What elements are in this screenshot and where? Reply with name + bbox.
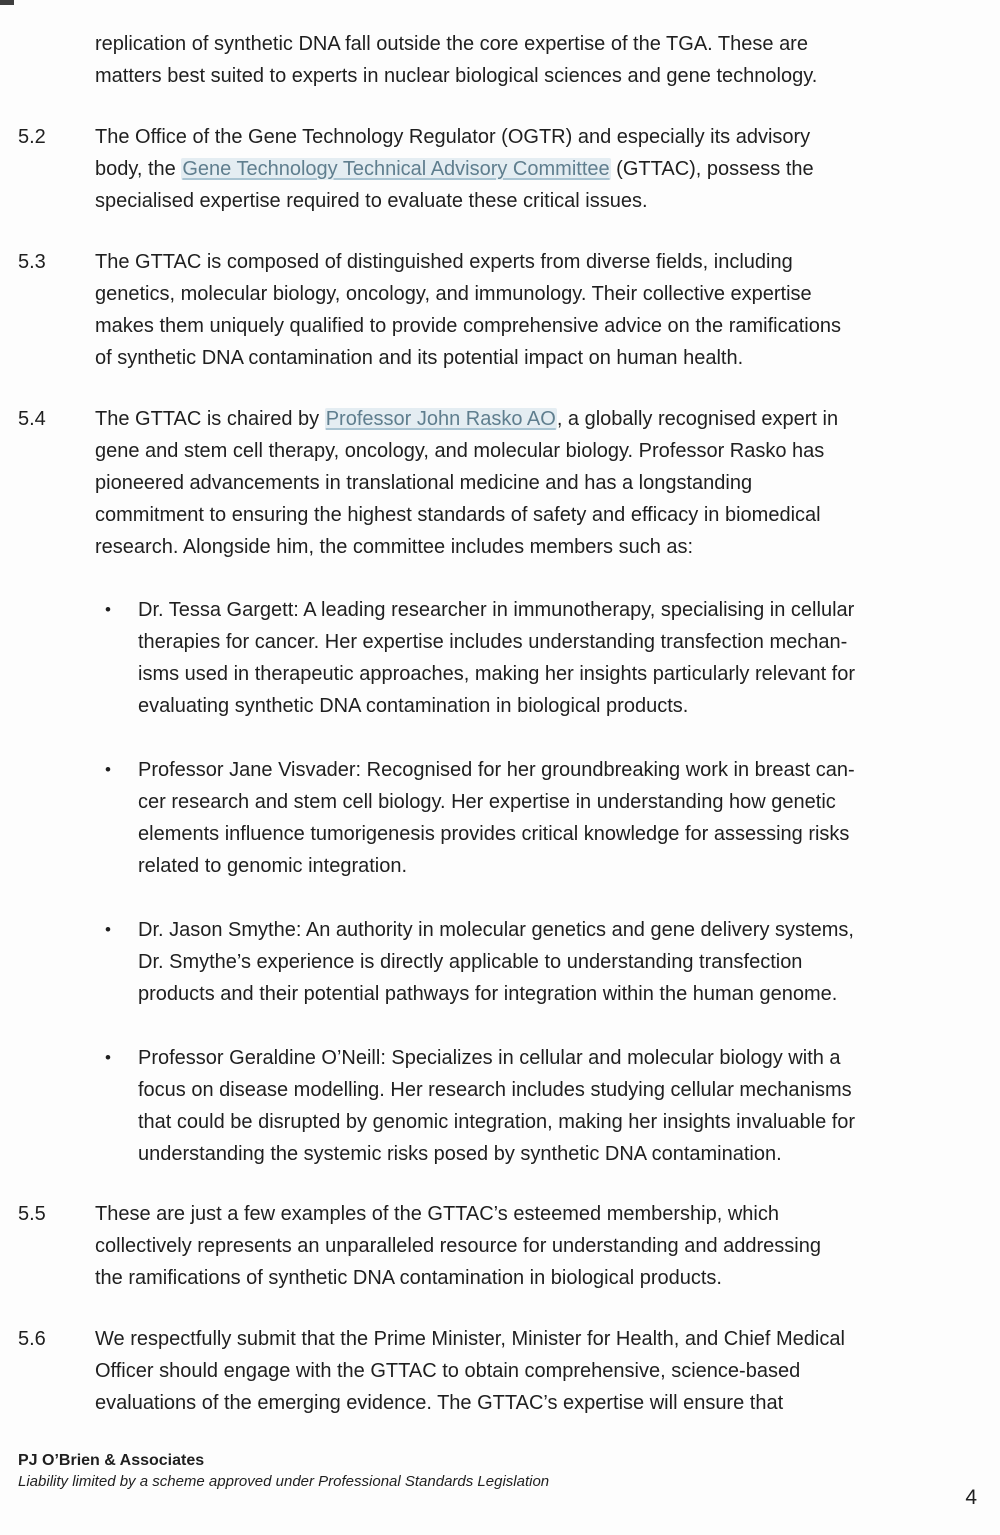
text-line: evaluations of the emerging evidence. The GTTAC’s expertise will ensure that: [95, 1392, 784, 1414]
text-line: products and their potential pathways for integration within the human genome.: [138, 983, 838, 1005]
page-number: 4: [965, 1486, 977, 1509]
text-line: pioneered advancements in translational medicine and has a longstanding: [95, 472, 753, 494]
list-item-geraldine-oneill: [105, 1042, 980, 1170]
text-line: related to genomic integration.: [138, 855, 408, 877]
list-item-jason-smythe: [105, 914, 980, 1010]
scan-artifact: [0, 0, 14, 5]
paragraph-number: 5.2: [18, 126, 46, 148]
text-line: of synthetic DNA contamination and its potential impact on human health.: [95, 347, 744, 369]
text-line: Professor Jane Visvader: Recognised for her groundbreaking work in breast can-: [138, 759, 855, 781]
paragraph-number: 5.4: [18, 408, 46, 430]
text-line: [95, 403, 980, 435]
paragraph-text: [95, 121, 980, 217]
text-segment: , a globally recognised expert in: [556, 408, 839, 430]
list-item-text: [138, 754, 980, 882]
paragraph-5-5: [18, 1198, 980, 1294]
link-professor-john-rasko[interactable]: Professor John Rasko AO: [325, 408, 556, 430]
footer-firm-name: PJ O’Brien & Associates: [18, 1452, 205, 1469]
text-line: matters best suited to experts in nuclear biological sciences and gene technology.: [95, 65, 818, 87]
text-line: that could be disrupted by genomic integration, making her insights invaluable for: [138, 1111, 856, 1133]
footer: [18, 1450, 549, 1492]
text-line: These are just a few examples of the GTTAC’s esteemed membership, which: [95, 1203, 779, 1225]
text-line: We respectfully submit that the Prime Minister, Minister for Health, and Chief Medical: [95, 1328, 845, 1350]
text-line: specialised expertise required to evaluate these critical issues.: [95, 190, 648, 212]
text-line: the ramifications of synthetic DNA contamination in biological products.: [95, 1267, 722, 1289]
paragraph-text: [95, 246, 980, 374]
text-line: Dr. Smythe’s experience is directly applicable to understanding transfection: [138, 951, 803, 973]
text-segment: body, the: [95, 158, 182, 180]
text-segment: (GTTAC), possess the: [610, 158, 814, 180]
paragraph-5-6: [18, 1323, 980, 1419]
text-line: Dr. Tessa Gargett: A leading researcher in immunotherapy, specialising in cellular: [138, 599, 855, 621]
text-line: commitment to ensuring the highest standards of safety and efficacy in biomedical: [95, 504, 821, 526]
text-line: gene and stem cell therapy, oncology, and molecular biology. Professor Rasko has: [95, 440, 825, 462]
paragraph-text: [95, 1323, 980, 1419]
text-line: elements influence tumorigenesis provides critical knowledge for assessing risks: [138, 823, 850, 845]
text-line: genetics, molecular biology, oncology, and immunology. Their collective expertise: [95, 283, 812, 305]
text-line: replication of synthetic DNA fall outside the core expertise of the TGA. These are: [95, 33, 808, 55]
list-item-tessa-gargett: [105, 594, 980, 722]
list-item-text: [138, 1042, 980, 1170]
paragraph-text: [95, 403, 980, 563]
bullet-icon: •: [105, 760, 111, 779]
text-line: The Office of the Gene Technology Regulator (OGTR) and especially its advisory: [95, 126, 811, 148]
text-line: evaluating synthetic DNA contamination in biological products.: [138, 695, 689, 717]
paragraph-number: 5.5: [18, 1203, 46, 1225]
list-item-text: [138, 594, 980, 722]
paragraph-continuation: [18, 28, 980, 92]
text-line: Dr. Jason Smythe: An authority in molecular genetics and gene delivery systems,: [138, 919, 854, 941]
list-item-jane-visvader: [105, 754, 980, 882]
list-item-text: [138, 914, 980, 1010]
bullet-icon: •: [105, 1048, 111, 1067]
paragraph-5-4: [18, 403, 980, 563]
paragraph-number: [18, 28, 95, 92]
text-line: collectively represents an unparalleled resource for understanding and addressing: [95, 1235, 821, 1257]
paragraph-number: 5.6: [18, 1328, 46, 1350]
text-line: cer research and stem cell biology. Her expertise in understanding how genetic: [138, 791, 836, 813]
text-line: Officer should engage with the GTTAC to obtain comprehensive, science-based: [95, 1360, 801, 1382]
paragraph-5-3: [18, 246, 980, 374]
bullet-icon: •: [105, 920, 111, 939]
bullet-icon: •: [105, 600, 111, 619]
text-segment: The GTTAC is chaired by: [95, 408, 325, 430]
text-line: Professor Geraldine O’Neill: Specializes in cellular and molecular biology with a: [138, 1047, 841, 1069]
paragraph-text: [95, 1198, 980, 1294]
text-line: The GTTAC is composed of distinguished experts from diverse fields, including: [95, 251, 793, 273]
text-line: research. Alongside him, the committee includes members such as:: [95, 536, 694, 558]
footer-liability-statement: Liability limited by a scheme approved under Professional Standards Legislation: [18, 1473, 550, 1490]
paragraph-number: 5.3: [18, 251, 46, 273]
text-line: [95, 153, 980, 185]
paragraph-5-2: [18, 121, 980, 217]
text-line: makes them uniquely qualified to provide comprehensive advice on the ramifications: [95, 315, 841, 337]
text-line: focus on disease modelling. Her research includes studying cellular mechanisms: [138, 1079, 852, 1101]
text-line: isms used in therapeutic approaches, making her insights particularly relevant for: [138, 663, 856, 685]
text-line: therapies for cancer. Her expertise includes understanding transfection mechan-: [138, 631, 848, 653]
link-gene-technology-technical-advisory-committee[interactable]: Gene Technology Technical Advisory Committee: [182, 158, 610, 180]
paragraph-text: [95, 28, 980, 92]
text-line: understanding the systemic risks posed by synthetic DNA contamination.: [138, 1143, 782, 1165]
